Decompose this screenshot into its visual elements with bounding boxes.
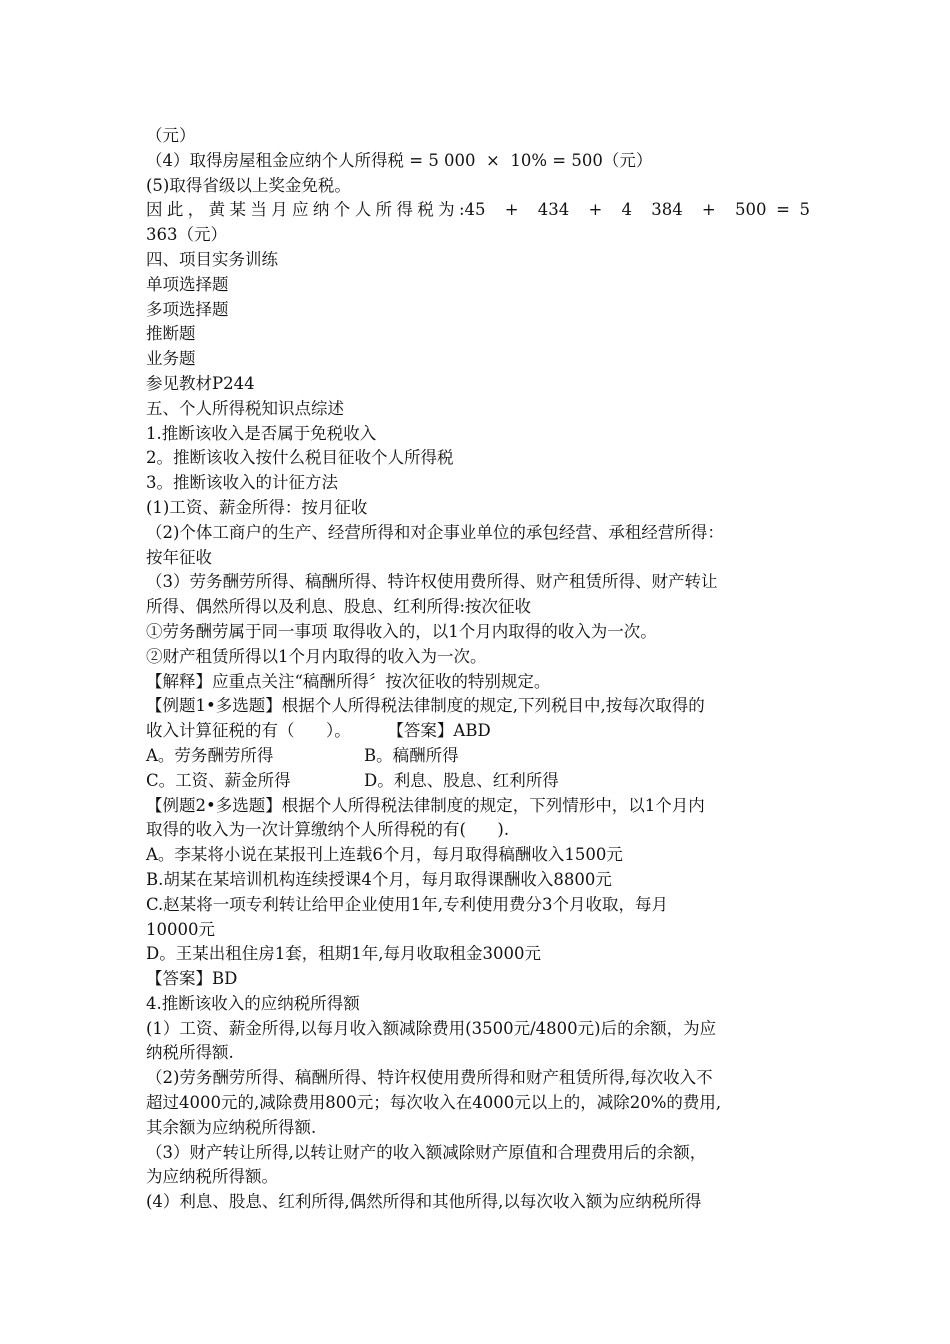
text-line: （3）财产转让所得,以转让财产的收入额减除财产原值和合理费用后的余额， bbox=[146, 1142, 707, 1162]
text-line: 参见教材P244 bbox=[146, 373, 255, 393]
text-line: C.赵某将一项专利转让给甲企业使用1年,专利使用费分3个月收取，每月 bbox=[146, 894, 669, 914]
text-line: ①劳务酬劳属于同一事项 取得收入的，以1个月内取得的收入为一次。 bbox=[146, 621, 657, 641]
option-row bbox=[146, 744, 810, 769]
option-a: A。劳务酬劳所得 bbox=[146, 745, 274, 765]
text-line: 纳税所得额. bbox=[146, 1043, 234, 1063]
text-line: 推断题 bbox=[146, 324, 196, 344]
example-heading: 【例题2•多选题】根据个人所得税法律制度的规定，下列情形中，以1个月内 bbox=[146, 795, 705, 815]
text-line: 其余额为应纳税所得额. bbox=[146, 1117, 317, 1137]
text-line: （元） bbox=[146, 126, 196, 145]
text-line: 【解释】应重点关注“稿酬所得〞按次征收的特别规定。 bbox=[146, 671, 551, 691]
text-line: 按年征收 bbox=[146, 547, 212, 567]
text-line: B.胡某在某培训机构连续授课4个月，每月取得课酬收入8800元 bbox=[146, 869, 612, 889]
text-line: 1.推断该收入是否属于免税收入 bbox=[146, 423, 377, 443]
text-line: 10000元 bbox=[146, 919, 215, 939]
section-heading: 五、个人所得税知识点综述 bbox=[146, 398, 344, 418]
text-line: 4.推断该收入的应纳税所得额 bbox=[146, 993, 360, 1013]
text-line: （2)劳务酬劳所得、稿酬所得、特许权使用费所得和财产租赁所得,每次收入不 bbox=[146, 1068, 713, 1088]
text-line: 所得、偶然所得以及利息、股息、红利所得:按次征收 bbox=[146, 597, 532, 617]
text-line: 单项选择题 bbox=[146, 274, 229, 294]
text-line: 取得的收入为一次计算缴纳个人所得税的有( ). bbox=[146, 820, 510, 840]
text-line: 2。推断该收入按什么税目征收个人所得税 bbox=[146, 448, 454, 468]
text-line: ②财产租赁所得以1个月内取得的收入为一次。 bbox=[146, 646, 487, 666]
option-d: D。利息、股息、红利所得 bbox=[364, 770, 559, 790]
option-c: C。工资、薪金所得 bbox=[146, 770, 291, 790]
document-page bbox=[146, 124, 810, 1215]
text-line: (5)取得省级以上奖金免税。 bbox=[146, 175, 351, 195]
text-line: A。李某将小说在某报刊上连载6个月，每月取得稿酬收入1500元 bbox=[146, 845, 623, 865]
text-line: （3）劳务酬劳所得、稿酬所得、特许权使用费所得、财产租赁所得、财产转让 bbox=[146, 572, 718, 592]
text-line: (4）利息、股息、红利所得,偶然所得和其他所得,以每次收入额为应纳税所得 bbox=[146, 1192, 702, 1212]
text-line: 363（元） bbox=[146, 225, 227, 245]
text-line: 业务题 bbox=[146, 349, 196, 369]
text-line: （4）取得房屋租金应纳个人所得税 = 5 000 × 10% = 500（元） bbox=[146, 150, 653, 170]
section-heading: 四、项目实务训练 bbox=[146, 249, 278, 269]
option-row bbox=[146, 769, 810, 794]
text-line: 因此，黄某当月应纳个人所得税为:45 + 434 + 4 384 + 500 = 5 bbox=[146, 200, 810, 220]
example-heading: 【例题1•多选题】根据个人所得税法律制度的规定,下列税目中,按每次取得的 bbox=[146, 696, 705, 716]
text-line: 为应纳税所得额。 bbox=[146, 1167, 278, 1187]
text-line: D。王某出租住房1套，租期1年,每月收取租金3000元 bbox=[146, 944, 541, 964]
answer-line: 【答案】BD bbox=[146, 969, 238, 989]
text-line: (1)工资、薪金所得：按月征收 bbox=[146, 497, 368, 517]
text-line: 3。推断该收入的计征方法 bbox=[146, 473, 338, 493]
text-line: 收入计算征税的有（ ）。 【答案】ABD bbox=[146, 721, 491, 741]
text-line: （2)个体工商户的生产、经营所得和对企事业单位的承包经营、承租经营所得： bbox=[146, 522, 724, 542]
option-b: B。稿酬所得 bbox=[364, 745, 459, 765]
text-line: (1）工资、薪金所得,以每月收入额减除费用(3500元/4800元)后的余额，为应 bbox=[146, 1018, 717, 1038]
text-line: 超过4000元的,减除费用800元；每次收入在4000元以上的，减除20%的费用, bbox=[146, 1093, 722, 1113]
text-line: 多项选择题 bbox=[146, 299, 229, 319]
